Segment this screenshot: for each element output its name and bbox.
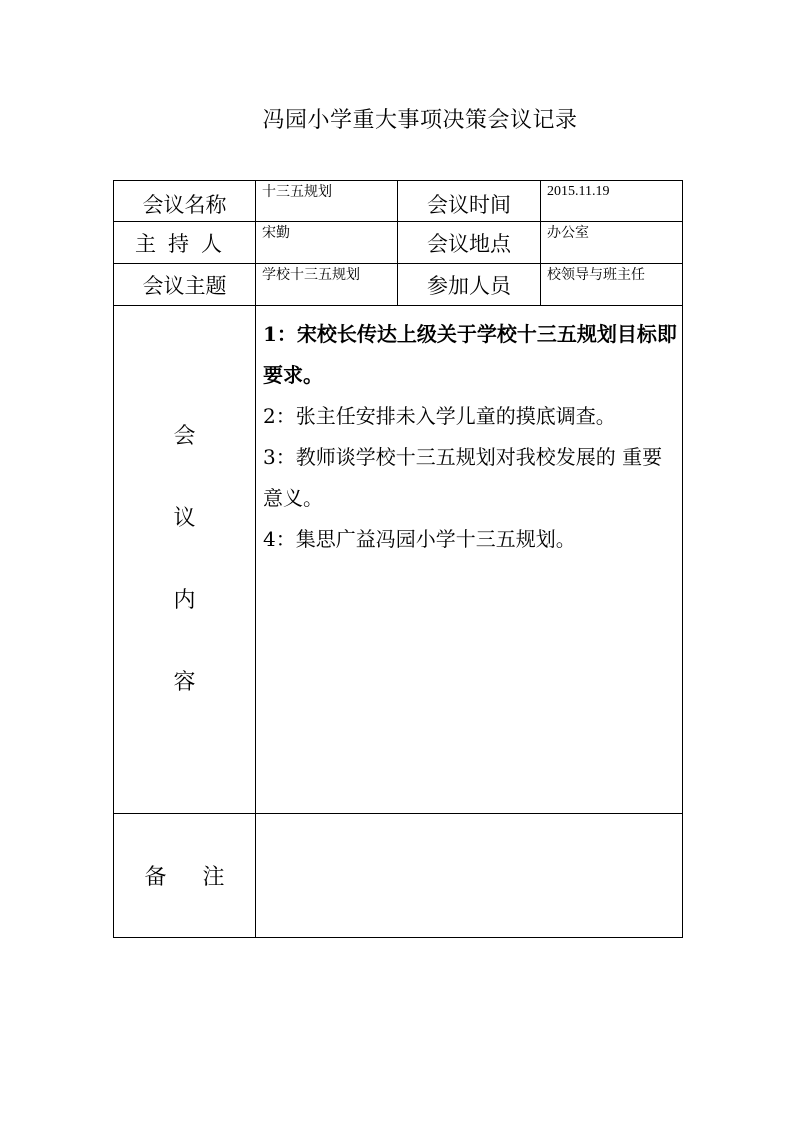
content-label-char: 议 <box>173 505 196 531</box>
notes-label-char: 备 <box>144 865 167 890</box>
table-row <box>114 814 683 938</box>
topic-label: 会议主题 <box>114 264 256 306</box>
table-row <box>114 306 683 814</box>
table-row <box>114 222 683 264</box>
location-label: 会议地点 <box>398 222 541 264</box>
topic-value: 学校十三五规划 <box>256 264 398 306</box>
meeting-time-label: 会议时间 <box>398 181 541 222</box>
content-item: 4：集思广益冯园小学十三五规划。 <box>263 527 576 551</box>
meeting-name-label: 会议名称 <box>114 181 256 222</box>
table-row <box>114 181 683 222</box>
host-value: 宋勤 <box>256 222 398 264</box>
host-label: 主持人 <box>114 222 256 264</box>
content-item: 1：宋校长传达上级关于学校十三五规划目标即要求。 <box>263 322 677 387</box>
participants-label: 参加人员 <box>398 264 541 306</box>
table-row <box>114 264 683 306</box>
content-label-char: 内 <box>173 587 196 613</box>
meeting-time-value: 2015.11.19 <box>541 181 683 222</box>
notes-label-char: 注 <box>202 865 225 890</box>
page-title: 冯园小学重大事项决策会议记录 <box>262 108 578 133</box>
participants-value: 校领导与班主任 <box>541 264 683 306</box>
meeting-content-body <box>256 306 683 814</box>
content-item: 3：教师谈学校十三五规划对我校发展的 重要意义。 <box>263 445 663 510</box>
location-value: 办公室 <box>541 222 683 264</box>
content-label-char: 容 <box>173 669 196 695</box>
notes-value <box>256 814 683 938</box>
notes-label <box>114 814 256 938</box>
content-label-char: 会 <box>173 423 196 449</box>
meeting-name-value: 十三五规划 <box>256 181 398 222</box>
meeting-record-table <box>113 180 683 938</box>
content-item: 2：张主任安排未入学儿童的摸底调查。 <box>263 404 616 428</box>
meeting-content-label <box>114 306 256 814</box>
